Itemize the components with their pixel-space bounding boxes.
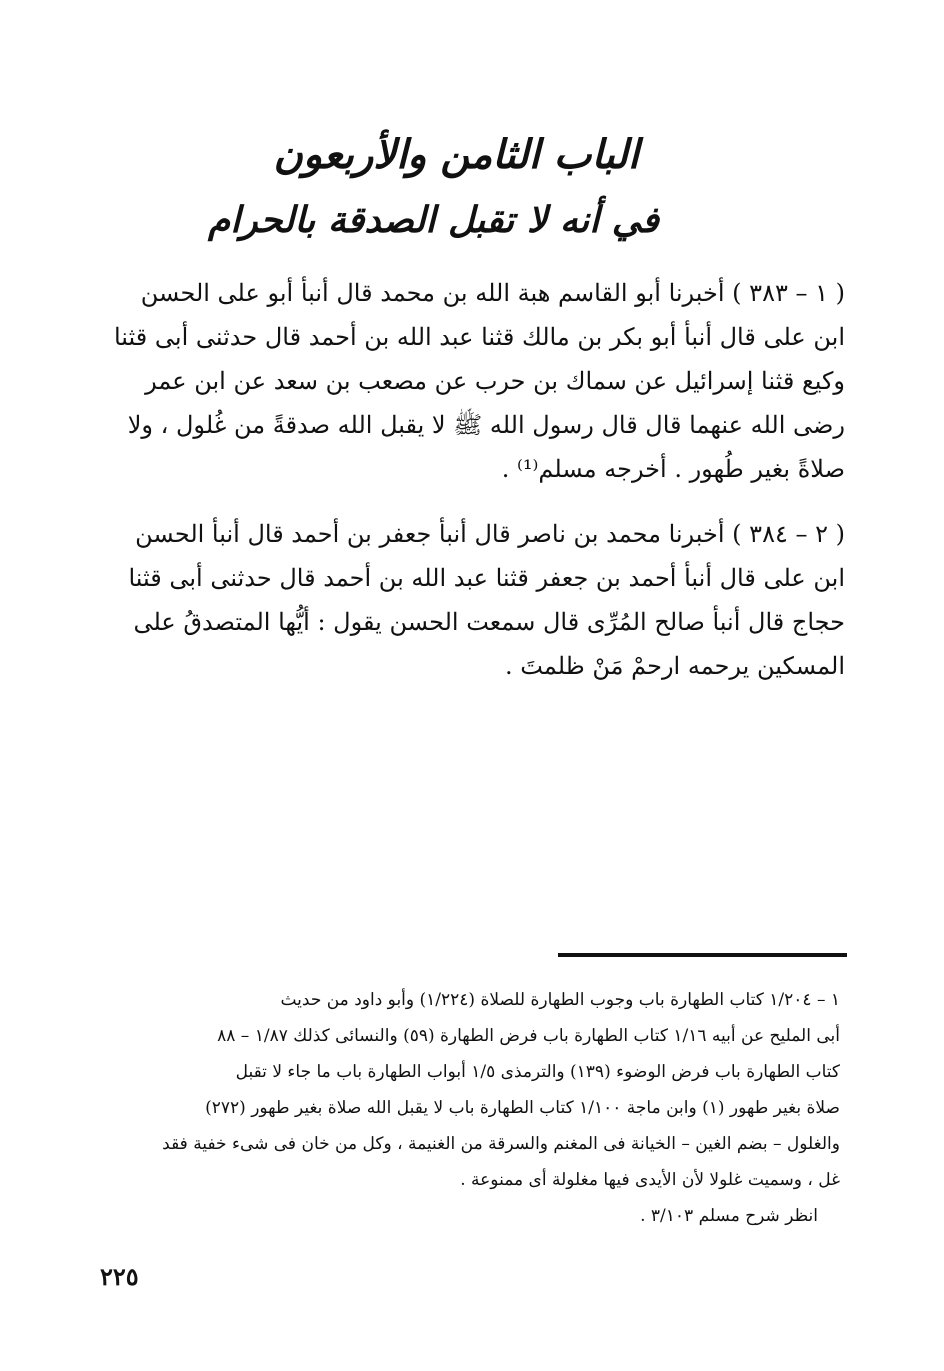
footnote-separator	[558, 953, 847, 957]
paragraph-line: رضى الله عنهما قال قال رسول الله ﷺ لا يقبل الله صدقةً من غُلول ، ولا	[127, 411, 845, 439]
paragraph-line: ابن على قال أنبأ أحمد بن جعفر قثنا عبد الله بن أحمد قال حدثنى أبى قثنا	[128, 564, 845, 592]
footnote-line: كتاب الطهارة باب فرض الوضوء (١٣٩) والترمذى ١/٥ أبواب الطهارة باب ما جاء لا تقبل	[235, 1062, 840, 1082]
hadith-paragraph-383	[100, 271, 845, 491]
paragraph-line: ( ١ – ٣٨٣ ) أخبرنا أبو القاسم هبة الله بن محمد قال أنبأ أبو على الحسن	[140, 279, 845, 307]
page-number: ٢٢٥	[100, 1262, 139, 1291]
paragraph-line: ( ٢ – ٣٨٤ ) أخبرنا محمد بن ناصر قال أنبأ جعفر بن أحمد قال أنبأ الحسن	[135, 520, 845, 548]
footnotes	[100, 982, 840, 1234]
paragraph-line: ابن على قال أنبأ أبو بكر بن مالك قثنا عبد الله بن أحمد قال حدثنى أبى قثنا	[113, 323, 845, 351]
chapter-title: الباب الثامن والأربعون	[273, 131, 639, 178]
footnote-line: صلاة بغير طهور (١) وابن ماجة ١/١٠٠ كتاب الطهارة باب لا يقبل الله صلاة بغير طهور (٢٧٢)	[205, 1098, 840, 1118]
footnote-line: ١ – ١/٢٠٤ كتاب الطهارة باب وجوب الطهارة للصلاة (١/٢٢٤) وأبو داود من حديث	[280, 990, 840, 1010]
footnote-line: انظر شرح مسلم ٣/١٠٣ .	[640, 1206, 818, 1226]
paragraph-line: صلاةً بغير طُهور . أخرجه مسلم⁽¹⁾ .	[501, 455, 845, 483]
footnote-line: أبى المليح عن أبيه ١/١٦ كتاب الطهارة باب فرض الطهارة (٥٩) والنسائى كذلك ١/٨٧ – ٨٨	[217, 1026, 840, 1046]
chapter-subtitle: في أنه لا تقبل الصدقة بالحرام	[207, 199, 659, 241]
paragraph-line: حجاج قال أنبأ صالح المُرِّى قال سمعت الحسن يقول : أيُّها المتصدقُ على	[133, 608, 845, 636]
footnote-line: غل ، وسميت غلولا لأن الأيدى فيها مغلولة أى ممنوعة .	[460, 1170, 840, 1190]
hadith-paragraph-384	[100, 512, 845, 688]
footnote-line: والغلول – بضم الغين – الخيانة فى المغنم والسرقة من الغنيمة ، وكل من خان فى شىء خفية فقد	[162, 1134, 840, 1154]
paragraph-line: المسكين يرحمه ارحمْ مَنْ ظلمتَ .	[505, 652, 845, 680]
paragraph-line: وكيع قثنا إسرائيل عن سماك بن حرب عن مصعب بن سعد عن ابن عمر	[145, 367, 845, 395]
